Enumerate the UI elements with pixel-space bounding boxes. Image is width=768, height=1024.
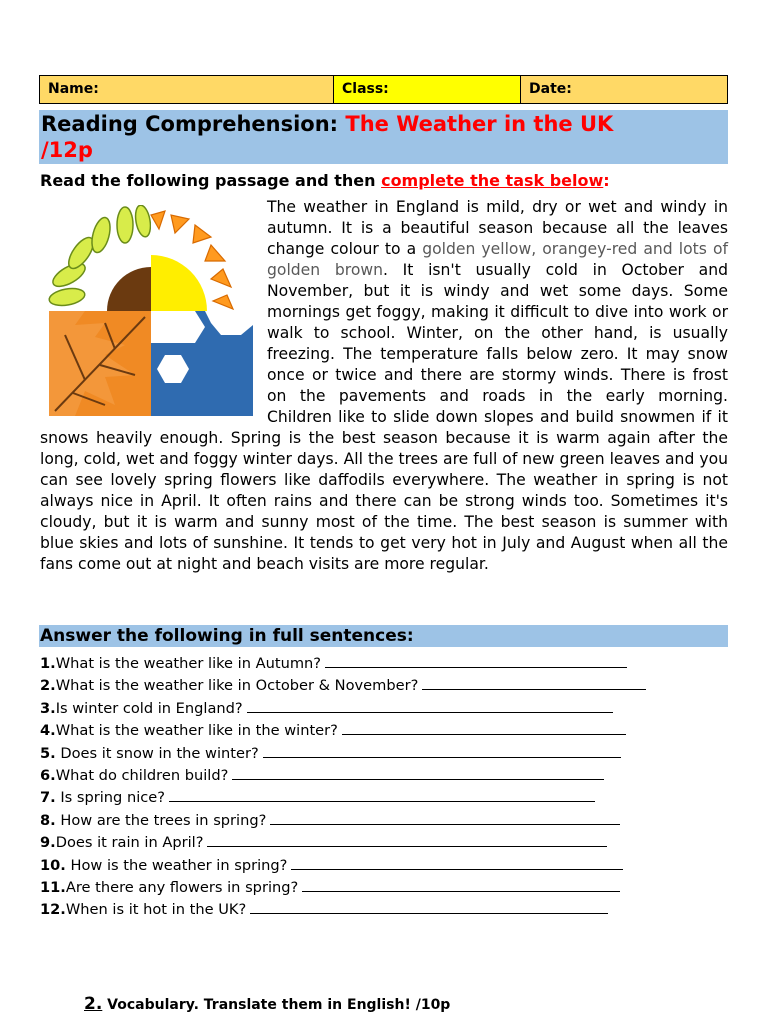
snow-icon: [151, 311, 253, 416]
date-cell[interactable]: Date:: [521, 76, 727, 103]
question-item: 6.What do children build?: [40, 765, 728, 787]
instruction-task: complete the task below: [381, 171, 604, 190]
answer-line[interactable]: [263, 743, 621, 758]
question-item: 3.Is winter cold in England?: [40, 698, 728, 720]
question-item: 12.When is it hot in the UK?: [40, 899, 728, 921]
page-title: [39, 110, 728, 164]
vocabulary-heading: [84, 994, 450, 1014]
title-points: /12p: [41, 138, 93, 162]
sunflower-icon: [48, 205, 153, 311]
question-item: 4.What is the weather like in the winter?: [40, 720, 728, 742]
vocab-text: Vocabulary. Translate them in English! /10p: [102, 997, 451, 1013]
info-header-table: [39, 75, 728, 104]
answer-line[interactable]: [169, 787, 595, 802]
vocab-number: 2.: [84, 994, 103, 1014]
answer-line[interactable]: [291, 855, 623, 870]
answer-line[interactable]: [325, 653, 627, 668]
answer-line[interactable]: [232, 765, 604, 780]
answer-line[interactable]: [207, 832, 607, 847]
class-cell[interactable]: Class:: [334, 76, 521, 103]
instruction-text: Read the following passage and then: [40, 171, 382, 190]
passage-highlight: golden yellow, orangey-red and lots of golden brown: [267, 240, 728, 279]
instruction-line: [40, 171, 610, 190]
title-prefix: Reading Comprehension:: [41, 112, 346, 136]
passage-part-1: The weather in England is mild, dry or wet and windy in autumn. It is a beautiful season because all the leaves change colour to a: [267, 198, 728, 258]
passage-part-2: . It isn't usually cold in October and November, but it is windy and wet some days. Some mornings get foggy, making it difficult to dive into work or walk to school. Winter, on the other hand, is usually freezing. The temperature falls below zero. It may snow once or twice and there are stormy winds. There is frost on the pavements and roads in the early morning. Children like to slide down slopes and build snowmen if it snows heavily enough. Spring is the best season because it is warm again after the long, cold, wet and foggy winter days. All the trees are full of new green leaves and you can see lovely spring flowers like daffodils everywhere. The weather in spring is not always nice in April. It often rains and there can be strong winds too. Sometimes it's cloudy, but it is warm and sunny most of the time. The best season is summer with blue skies and lots of sunshine. It tends to get very hot in July and August when all the fans come out at night and beach visits are more regular.: [40, 261, 728, 573]
sun-icon: [151, 209, 253, 311]
name-cell[interactable]: Name:: [40, 76, 334, 103]
question-item: 11.Are there any flowers in spring?: [40, 877, 728, 899]
question-item: 5. Does it snow in the winter?: [40, 743, 728, 765]
answer-line[interactable]: [247, 698, 613, 713]
question-item: 1.What is the weather like in Autumn?: [40, 653, 728, 675]
answer-line[interactable]: [302, 877, 620, 892]
autumn-leaf-icon: [49, 311, 151, 416]
answer-line[interactable]: [342, 720, 626, 735]
instruction-colon: :: [603, 171, 610, 190]
question-item: 8. How are the trees in spring?: [40, 810, 728, 832]
question-item: 2.What is the weather like in October & November?: [40, 675, 728, 697]
answer-line[interactable]: [422, 675, 646, 690]
question-item: 10. How is the weather in spring?: [40, 855, 728, 877]
answer-heading: Answer the following in full sentences:: [39, 625, 728, 647]
question-item: 7. Is spring nice?: [40, 787, 728, 809]
question-list: [40, 653, 728, 922]
title-highlight: The Weather in the UK: [345, 112, 614, 136]
answer-line[interactable]: [250, 899, 608, 914]
four-seasons-icon: [45, 205, 257, 420]
question-item: 9.Does it rain in April?: [40, 832, 728, 854]
answer-line[interactable]: [270, 810, 620, 825]
